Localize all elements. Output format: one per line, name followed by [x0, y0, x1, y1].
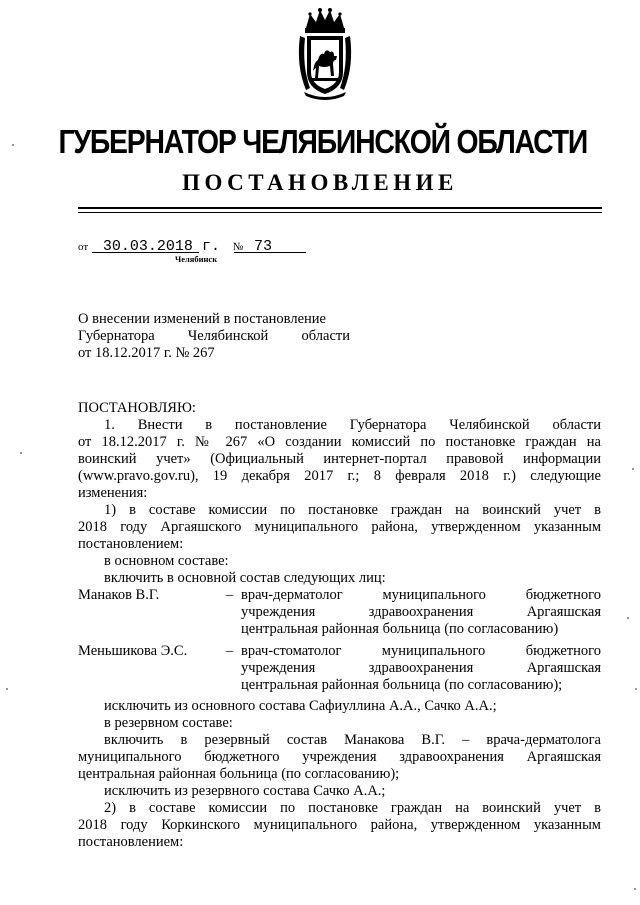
- person-description-line: центральная районная больница (по согласованию);: [241, 677, 563, 693]
- number-label: №: [232, 241, 244, 253]
- paragraph-line: 1. Внести в постановление Губернатора Челябинской области: [104, 417, 601, 433]
- scan-speck: [634, 888, 636, 890]
- paragraph-line: включить в резервный состав Манакова В.Г. – врача-дерматолога: [104, 732, 601, 748]
- paragraph-line: от 18.12.2017 г. № 267 «О создании комиссий по постановке граждан на: [78, 434, 601, 450]
- subject-line: О внесении изменений в постановление: [78, 311, 326, 327]
- person-description-line: учреждения здравоохранения Аргаяшская: [241, 604, 601, 620]
- paragraph-line: постановлением:: [78, 834, 184, 850]
- city-label: Челябинск: [175, 254, 218, 264]
- person-dash: –: [226, 643, 234, 659]
- header-rule-thin: [78, 212, 602, 213]
- paragraph-line: в резервном составе:: [104, 715, 233, 731]
- document-type-heading: ПОСТАНОВЛЕНИЕ: [182, 170, 458, 195]
- paragraph-line: муниципального бюджетного учреждения здравоохранения Аргаяшская: [78, 749, 601, 765]
- scan-speck: [12, 144, 14, 146]
- paragraph-line: постановлением:: [78, 536, 184, 552]
- person-description-line: учреждения здравоохранения Аргаяшская: [241, 660, 601, 676]
- person-description-line: центральная районная больница (по согласованию): [241, 621, 559, 637]
- document-subject: [78, 311, 350, 362]
- paragraph-line: 2018 году Коркинского муниципального района, утвержденном указанным: [78, 817, 601, 833]
- scan-speck: [632, 468, 634, 470]
- person-name: Манаков В.Г.: [78, 587, 160, 603]
- subject-line: Губернатора Челябинской области: [78, 328, 350, 344]
- paragraph-line: (www.pravo.gov.ru), 19 декабря 2017 г.; 8 февраля 2018 г.) следующие: [78, 468, 601, 484]
- document-body-part1: [78, 400, 601, 587]
- person-description-line: врач-дерматолог муниципального бюджетного: [241, 587, 601, 603]
- date-underline: [92, 252, 199, 253]
- paragraph-line: изменения:: [78, 485, 148, 501]
- scan-speck: [635, 688, 637, 690]
- paragraph-line: исключить из резервного состава Сачко А.А.;: [104, 783, 386, 799]
- scan-speck: [627, 617, 629, 619]
- paragraph-line: 2018 году Аргаяшского муниципального района, утвержденном указанным: [78, 519, 601, 535]
- document-number: 73: [253, 238, 272, 255]
- number-underline: [234, 252, 306, 253]
- paragraph-line: в основном составе:: [104, 553, 229, 569]
- scan-speck: [6, 688, 8, 690]
- from-label: от: [78, 241, 89, 253]
- paragraph-line: 2) в составе комиссии по постановке граждан на воинский учет в: [104, 800, 601, 816]
- paragraph-line: исключить из основного состава Сафиуллина А.А., Сачко А.А.;: [104, 698, 497, 714]
- person-description: [241, 587, 601, 638]
- paragraph-line: включить в основной состав следующих лиц:: [104, 570, 386, 586]
- postanovlyayu-label: ПОСТАНОВЛЯЮ:: [78, 400, 196, 416]
- paragraph-line: центральная районная больница (по согласованию);: [78, 766, 400, 782]
- document-body-part2: [78, 698, 601, 851]
- paragraph-line: воинский учет» (Официальный интернет-портал правовой информации: [78, 451, 601, 467]
- header-rule-thick: [78, 207, 602, 209]
- governor-title: ГУБЕРНАТОР ЧЕЛЯБИНСКОЙ ОБЛАСТИ: [58, 123, 588, 160]
- person-description-line: врач-стоматолог муниципального бюджетного: [241, 643, 601, 659]
- person-name: Меньшикова Э.С.: [78, 643, 188, 659]
- subject-line: от 18.12.2017 г. № 267: [78, 345, 215, 361]
- person-description: [241, 643, 601, 694]
- coat-of-arms-icon: [296, 6, 354, 100]
- paragraph-line: 1) в составе комиссии по постановке граждан на воинский учет в: [104, 502, 601, 518]
- person-dash: –: [226, 587, 234, 603]
- document-date: 30.03.2018 г.: [102, 238, 220, 255]
- scan-speck: [20, 452, 22, 454]
